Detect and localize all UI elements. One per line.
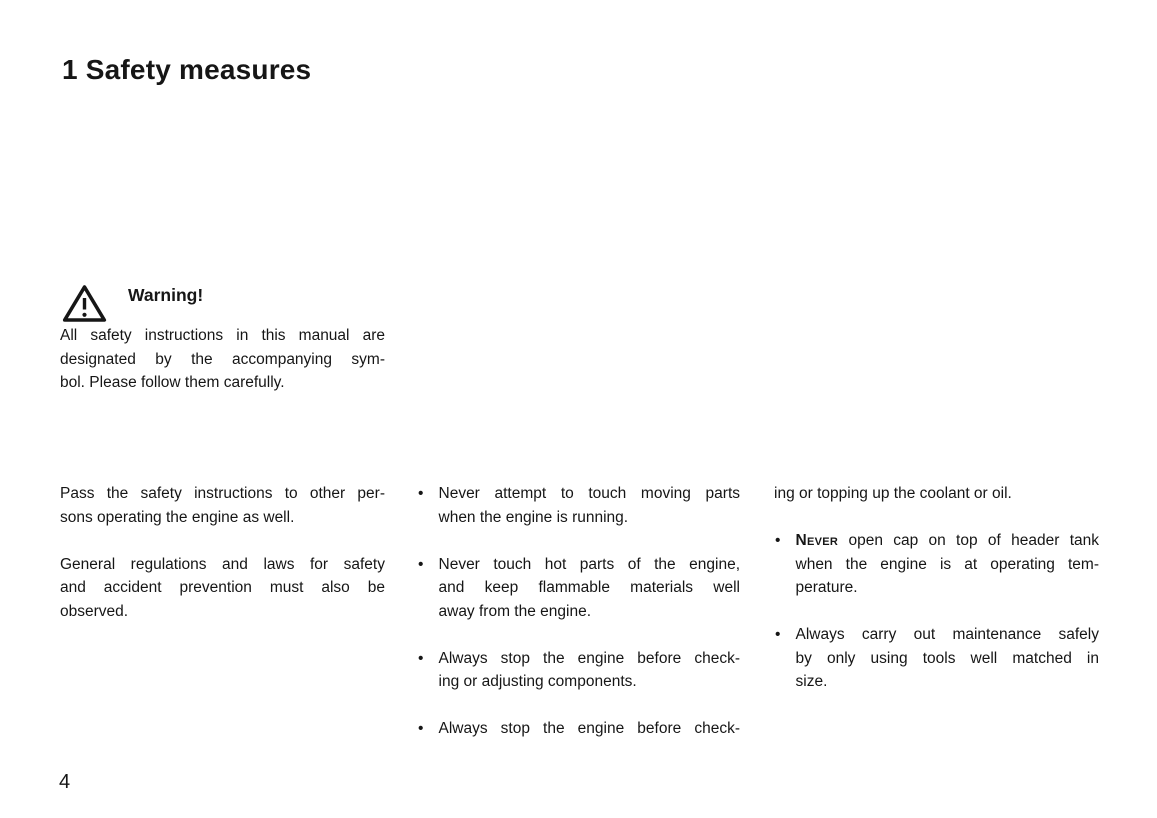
text-line: Pass the safety instructions to other per-: [60, 485, 385, 502]
text-line: ing or adjusting components.: [438, 673, 637, 690]
paragraph: [60, 482, 385, 529]
bullet-marker: •: [418, 720, 424, 737]
bullet-item: [417, 553, 740, 624]
bullet-item: [417, 482, 740, 529]
bullet-marker: •: [418, 485, 424, 502]
text-line: Never attempt to touch moving parts: [438, 485, 740, 502]
text-line: designated by the accompanying sym-: [60, 350, 385, 368]
paragraph: [60, 553, 385, 624]
page-number: 4: [59, 771, 71, 793]
text-line: perature.: [795, 579, 858, 596]
paragraph: [60, 324, 385, 395]
text-line: when the engine is running.: [438, 508, 629, 526]
text-line: Always stop the engine before check-: [438, 649, 740, 667]
bullet-marker: •: [775, 626, 781, 643]
page-title: 1 Safety measures: [62, 54, 312, 85]
text-line: away from the engine.: [438, 602, 592, 620]
text-line: Always carry out maintenance safely: [795, 626, 1099, 643]
column-middle: [417, 482, 740, 764]
bullet-item: [774, 623, 1099, 694]
text-line: [796, 529, 1100, 553]
bullet-item: [774, 529, 1099, 600]
text-line: and accident prevention must also be: [60, 579, 385, 596]
text-line: by only using tools well matched in: [795, 649, 1099, 667]
text-line: Never touch hot parts of the engine,: [438, 555, 740, 573]
bullet-marker: •: [775, 532, 781, 549]
bullet-item: [417, 717, 740, 741]
column-left: [60, 482, 385, 647]
text-line: Always stop the engine before check-: [438, 720, 740, 737]
text-line: ing or topping up the coolant or oil.: [774, 485, 1012, 502]
text-line: and keep flammable materials well: [438, 579, 740, 596]
text-line: size.: [795, 673, 828, 690]
column-right: [774, 482, 1099, 717]
text-line: observed.: [60, 602, 129, 620]
warning-paragraph: [60, 324, 385, 418]
paragraph: [774, 482, 1099, 506]
text-line: sons operating the engine as well.: [60, 508, 295, 526]
bullet-item: [417, 647, 740, 694]
text-line: All safety instructions in this manual are: [60, 327, 385, 344]
text-line: General regulations and laws for safety: [60, 555, 385, 573]
emphasized-text: Never: [795, 532, 839, 549]
text-line: bol. Please follow them carefully.: [60, 374, 285, 391]
text-span: open cap on top of header tank: [838, 532, 1099, 549]
bullet-marker: •: [418, 649, 424, 667]
bullet-marker: •: [418, 555, 424, 573]
warning-triangle-icon: [61, 283, 108, 324]
text-line: when the engine is at operating tem-: [795, 555, 1099, 573]
warning-heading: Warning!: [128, 285, 204, 305]
